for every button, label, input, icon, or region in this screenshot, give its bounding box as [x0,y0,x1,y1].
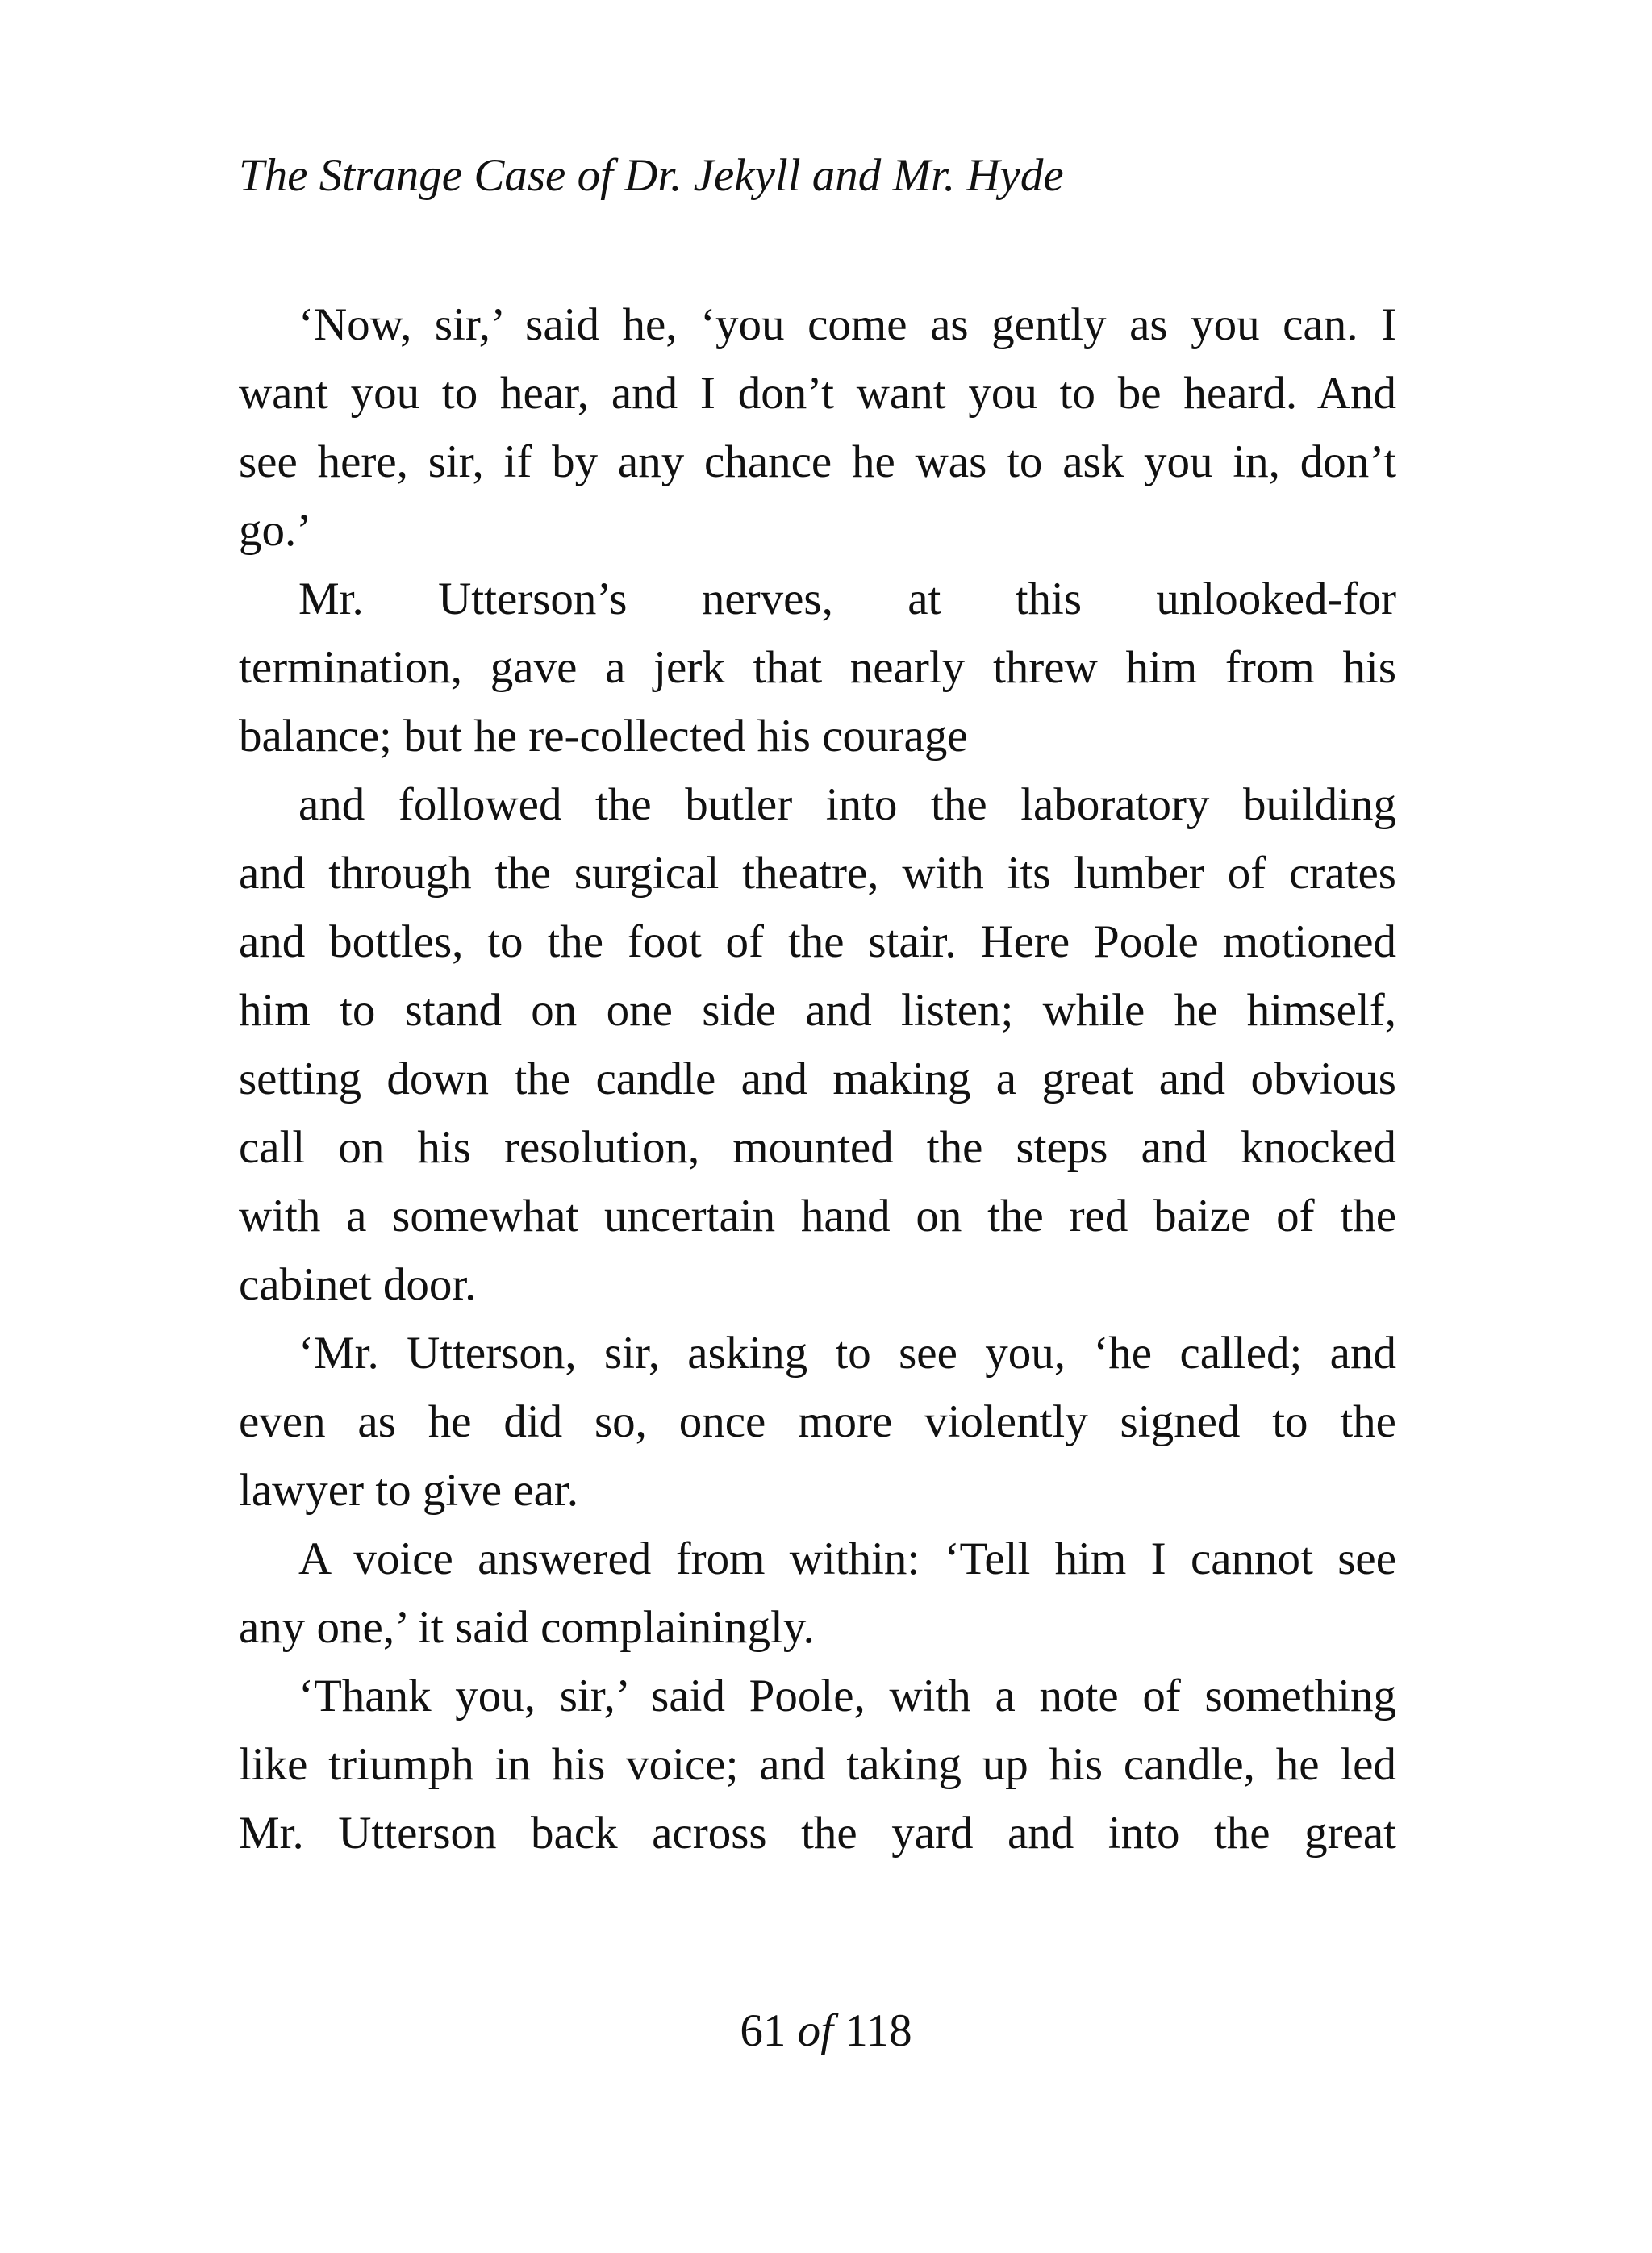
text-line: ‘Now, sir,’ said he, ‘you come as gently as you can. I [298,299,1396,350]
text-line: setting down the candle and making a great and obvious [239,1053,1396,1104]
text-line: balance; but he re-collected his courage [239,711,968,761]
page-number-current: 61 [740,2005,786,2056]
text-line: termination, gave a jerk that nearly threw him from his [239,642,1396,693]
text-line: see here, sir, if by any chance he was to ask you in, don’t [239,436,1396,487]
text-line: and followed the butler into the laboratory building [298,779,1396,830]
text-line: with a somewhat uncertain hand on the red baize of the [239,1191,1396,1241]
text-line: want you to hear, and I don’t want you to be heard. And [239,368,1396,419]
text-line: any one,’ it said complainingly. [239,1602,815,1653]
page-number-separator: of [797,2005,833,2056]
text-line: like triumph in his voice; and taking up his candle, he led [239,1739,1396,1790]
text-line: ‘Thank you, sir,’ said Poole, with a note of something [298,1671,1396,1721]
text-line: and through the surgical theatre, with its lumber of crates [239,848,1396,899]
text-line: Mr. Utterson back across the yard and into the great [239,1808,1396,1859]
text-line: lawyer to give ear. [239,1465,578,1516]
text-line: cabinet door. [239,1259,477,1310]
text-line: go.’ [239,505,312,556]
text-line: even as he did so, once more violently signed to the [239,1396,1396,1447]
running-head: The Strange Case of Dr. Jekyll and Mr. Hyde [239,150,1064,201]
text-line: him to stand on one side and listen; while he himself, [239,985,1396,1036]
text-line: and bottles, to the foot of the stair. Here Poole motioned [239,916,1396,967]
text-line: ‘Mr. Utterson, sir, asking to see you, ‘he called; and [298,1328,1396,1379]
page-number [0,1999,1652,2063]
text-line: Mr. Utterson’s nerves, at this unlooked-for [298,574,1396,624]
text-line: call on his resolution, mounted the steps and knocked [239,1122,1396,1173]
text-line: A voice answered from within: ‘Tell him I cannot see [298,1533,1396,1584]
body-text [239,290,1396,1867]
page-number-total: 118 [845,2005,912,2056]
